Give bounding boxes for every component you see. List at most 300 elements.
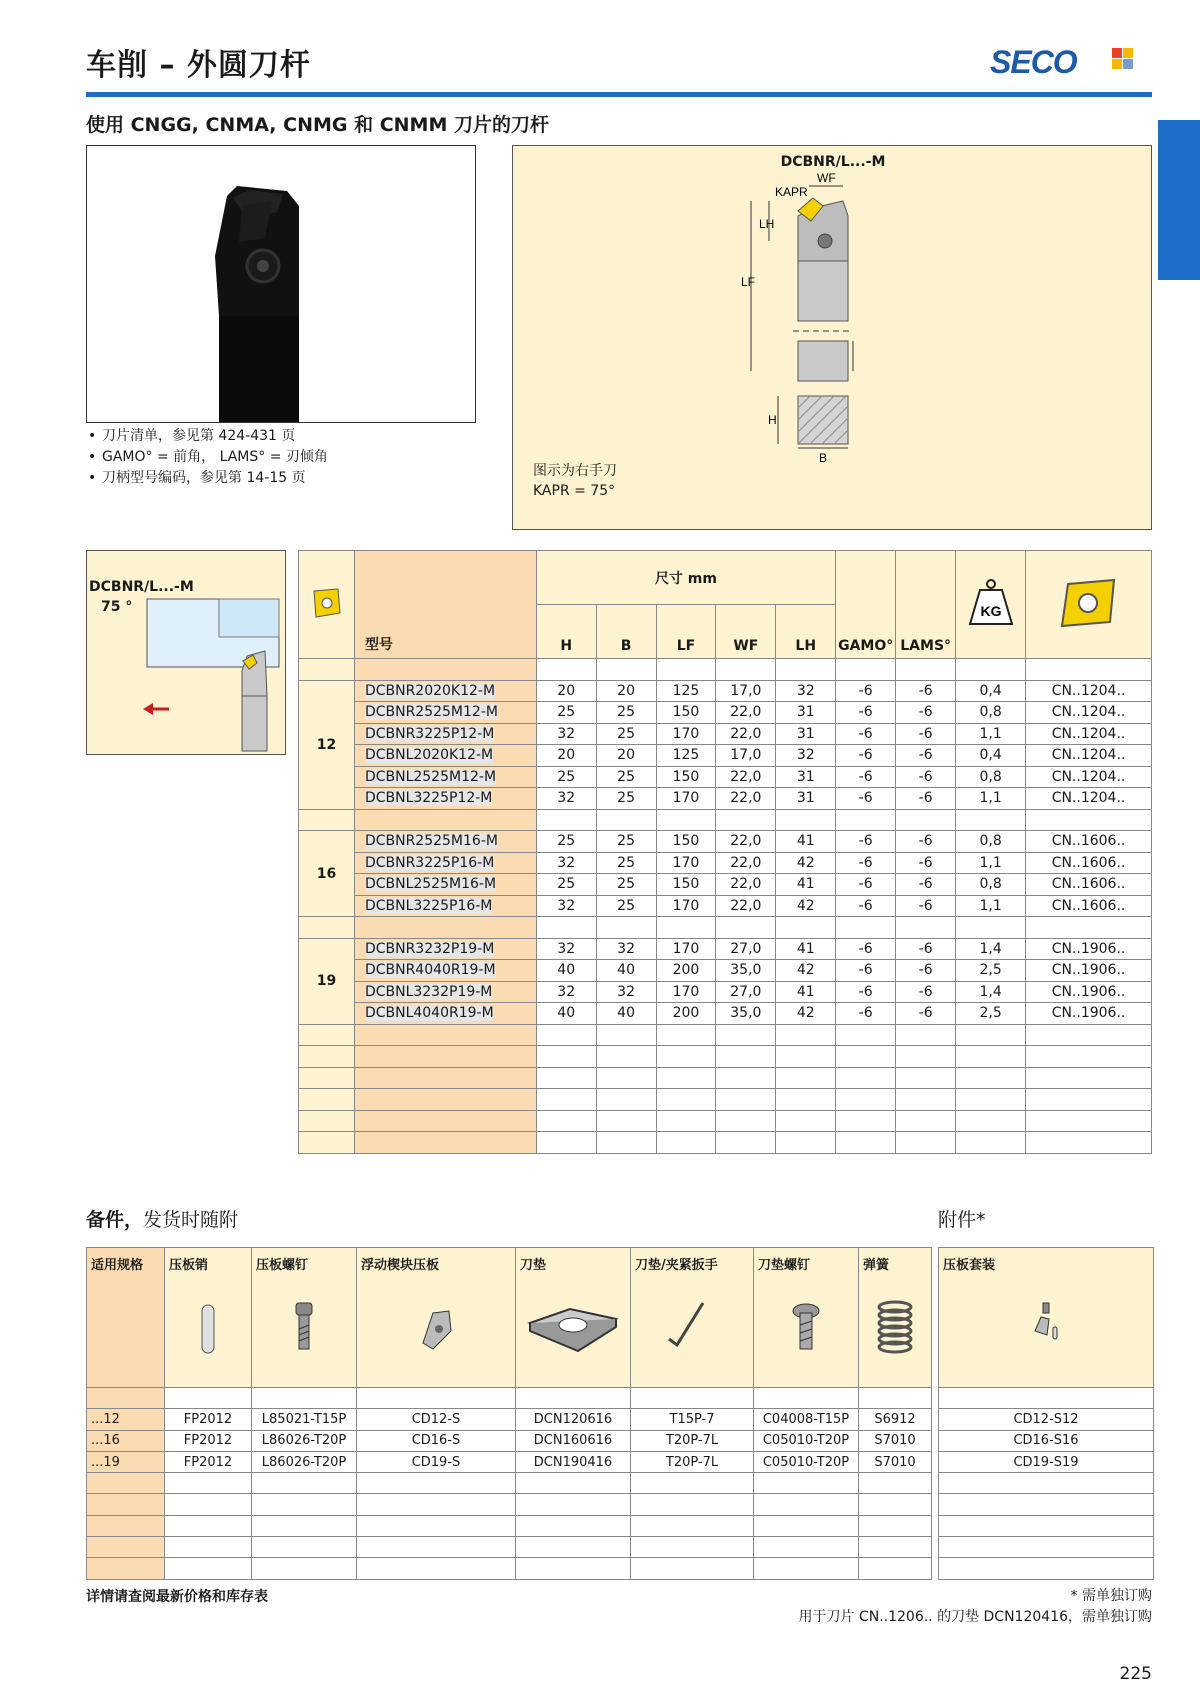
- lh-cell: 31: [776, 788, 836, 810]
- kg-label: KG: [980, 602, 1002, 619]
- spacer-row: [939, 1515, 1154, 1536]
- empty-cell: [956, 1067, 1026, 1089]
- empty-cell: [956, 1089, 1026, 1111]
- table-header-row: [299, 551, 1152, 605]
- lams-cell: -6: [896, 723, 956, 745]
- empty-cell: [87, 1494, 165, 1515]
- empty-cell: [165, 1537, 252, 1558]
- empty-cell: [299, 1067, 355, 1089]
- gamo-cell: -6: [836, 938, 896, 960]
- empty-cell: [716, 1110, 776, 1132]
- logo-square-grey: [1123, 59, 1133, 69]
- empty-cell: [354, 1046, 536, 1068]
- empty-cell: [776, 1067, 836, 1089]
- model-text: DCBNR3225P12-M: [364, 725, 495, 742]
- footer-right-line2: 用于刀片 CN..1206.. 的刀垫 DCN120416，需单独订购: [798, 1609, 1152, 1625]
- kg-cell: 0,8: [956, 831, 1026, 853]
- gamo-cell: -6: [836, 680, 896, 702]
- empty-cell: [836, 1132, 896, 1154]
- empty-cell: [656, 659, 716, 681]
- empty-cell: [357, 1494, 516, 1515]
- h-cell: 32: [536, 938, 596, 960]
- parts-col-shim-screw-label: 刀垫螺钉: [758, 1258, 811, 1273]
- accessories-table-body: [939, 1388, 1154, 1580]
- empty-cell: [357, 1558, 516, 1579]
- dimension-header: 尺寸 mm: [536, 551, 835, 605]
- empty-cell: [87, 1388, 165, 1409]
- h-cell: 40: [536, 960, 596, 982]
- empty-cell: [299, 1046, 355, 1068]
- table-row: [299, 723, 1152, 745]
- part-number-cell: DCN120616: [516, 1409, 631, 1430]
- kg-cell: 1,4: [956, 938, 1026, 960]
- model-cell: [354, 852, 536, 874]
- lams-cell: -6: [896, 960, 956, 982]
- empty-cell: [536, 1024, 596, 1046]
- small-diagram-angle: 75 °: [101, 599, 133, 615]
- empty-cell: [536, 809, 596, 831]
- empty-cell: [754, 1388, 859, 1409]
- b-cell: 25: [596, 874, 656, 896]
- subtitle: 使用 CNGG, CNMA, CNMG 和 CNMM 刀片的刀杆: [86, 114, 549, 136]
- empty-cell: [165, 1558, 252, 1579]
- b-cell: 25: [596, 723, 656, 745]
- insert-cell: CN..1906..: [1026, 938, 1152, 960]
- wedge-clamp-icon: [361, 1273, 511, 1363]
- model-text: DCBNR2525M12-M: [364, 704, 498, 721]
- acc-row: [939, 1430, 1154, 1451]
- toolholder-photo: [86, 145, 476, 423]
- logo-square-yellow2: [1112, 59, 1122, 69]
- h-cell: 20: [536, 745, 596, 767]
- gamo-header: GAMO°: [836, 551, 896, 659]
- parts-col-key: [631, 1248, 754, 1388]
- empty-cell: [896, 809, 956, 831]
- spacer-row: [299, 917, 1152, 939]
- empty-cell: [656, 1024, 716, 1046]
- part-number-cell: CD16-S: [357, 1430, 516, 1451]
- lh-cell: 32: [776, 680, 836, 702]
- acc-row: [939, 1451, 1154, 1472]
- empty-cell: [516, 1388, 631, 1409]
- lf-cell: 170: [656, 938, 716, 960]
- insert-shape-icon: [308, 585, 344, 621]
- empty-cell: [252, 1494, 357, 1515]
- acc-part-cell: CD16-S16: [939, 1430, 1154, 1451]
- empty-cell: [516, 1515, 631, 1536]
- model-text: DCBNR2525M16-M: [364, 833, 498, 850]
- empty-cell: [896, 1024, 956, 1046]
- spacer-row: [87, 1537, 932, 1558]
- model-cell: [354, 788, 536, 810]
- empty-cell: [165, 1473, 252, 1494]
- bullet-list: [86, 426, 328, 489]
- insert-shape-header: [299, 551, 355, 659]
- empty-cell: [656, 1110, 716, 1132]
- kapr-label: KAPR: [775, 185, 808, 199]
- empty-cell: [252, 1515, 357, 1536]
- part-number-cell: T20P-7L: [631, 1430, 754, 1451]
- empty-cell: [896, 1067, 956, 1089]
- table-row: [299, 874, 1152, 896]
- spacer-row: [87, 1558, 932, 1579]
- empty-cell: [939, 1473, 1154, 1494]
- empty-cell: [776, 917, 836, 939]
- parts-col-shim-label: 刀垫: [520, 1258, 547, 1273]
- lf-cell: 125: [656, 680, 716, 702]
- empty-cell: [956, 1024, 1026, 1046]
- wf-cell: 35,0: [716, 960, 776, 982]
- insert-cell: CN..1204..: [1026, 702, 1152, 724]
- empty-cell: [596, 1089, 656, 1111]
- parts-col-shim-screw: [754, 1248, 859, 1388]
- wf-cell: 17,0: [716, 745, 776, 767]
- empty-cell: [836, 809, 896, 831]
- empty-cell: [896, 917, 956, 939]
- b-header: B: [596, 605, 656, 659]
- table-row: [299, 895, 1152, 917]
- empty-cell: [896, 1046, 956, 1068]
- empty-cell: [631, 1558, 754, 1579]
- insert-cell: CN..1906..: [1026, 1003, 1152, 1025]
- insert-header: [1026, 551, 1152, 659]
- empty-cell: [87, 1473, 165, 1494]
- model-cell: [354, 981, 536, 1003]
- empty-cell: [956, 1132, 1026, 1154]
- lams-cell: -6: [896, 831, 956, 853]
- part-number-cell: L86026-T20P: [252, 1430, 357, 1451]
- lams-cell: -6: [896, 745, 956, 767]
- empty-cell: [859, 1473, 932, 1494]
- h-cell: 25: [536, 874, 596, 896]
- empty-cell: [631, 1515, 754, 1536]
- insert-cell: CN..1606..: [1026, 874, 1152, 896]
- lf-cell: 170: [656, 723, 716, 745]
- empty-cell: [536, 1132, 596, 1154]
- empty-cell: [716, 809, 776, 831]
- spacer-row: [299, 1046, 1152, 1068]
- parts-col-clamp-screw: [252, 1248, 357, 1388]
- small-diagram-title: DCBNR/L...-M: [89, 579, 194, 595]
- lf-cell: 170: [656, 895, 716, 917]
- empty-cell: [716, 1046, 776, 1068]
- dimension-diagram: [512, 145, 1152, 530]
- part-number-cell: FP2012: [165, 1451, 252, 1472]
- kg-cell: 0,8: [956, 702, 1026, 724]
- spacer-row: [299, 1132, 1152, 1154]
- insert-cell: CN..1204..: [1026, 766, 1152, 788]
- lams-cell: -6: [896, 680, 956, 702]
- model-cell: [354, 960, 536, 982]
- h-cell: 32: [536, 895, 596, 917]
- accessories-title: 附件*: [938, 1209, 986, 1231]
- table-row: [299, 745, 1152, 767]
- parts-col-clamp-screw-label: 压板螺钉: [256, 1258, 309, 1273]
- empty-cell: [716, 1089, 776, 1111]
- empty-cell: [354, 1089, 536, 1111]
- parts-col-spring-label: 弹簧: [863, 1258, 890, 1273]
- lf-cell: 125: [656, 745, 716, 767]
- kg-cell: 1,1: [956, 723, 1026, 745]
- part-number-cell: CD12-S: [357, 1409, 516, 1430]
- model-text: DCBNL3225P12-M: [364, 790, 493, 807]
- lh-cell: 41: [776, 938, 836, 960]
- spacer-row: [299, 1089, 1152, 1111]
- lf-cell: 150: [656, 874, 716, 896]
- empty-cell: [776, 1024, 836, 1046]
- seco-logo: [990, 44, 1150, 80]
- parts-table: [86, 1247, 932, 1580]
- empty-cell: [1026, 1024, 1152, 1046]
- parts-table-body: [87, 1388, 932, 1580]
- model-cell: [354, 938, 536, 960]
- empty-cell: [956, 1046, 1026, 1068]
- header-rule: [86, 92, 1152, 97]
- insert-cell: CN..1204..: [1026, 680, 1152, 702]
- wf-header: WF: [716, 605, 776, 659]
- model-cell: [354, 895, 536, 917]
- empty-cell: [836, 1067, 896, 1089]
- empty-cell: [656, 1132, 716, 1154]
- model-text: DCBNR4040R19-M: [364, 962, 496, 979]
- orientation-diagram: [86, 550, 286, 755]
- empty-cell: [754, 1537, 859, 1558]
- h-cell: 32: [536, 723, 596, 745]
- empty-cell: [354, 1110, 536, 1132]
- b-cell: 40: [596, 1003, 656, 1025]
- lf-cell: 200: [656, 1003, 716, 1025]
- wf-cell: 22,0: [716, 895, 776, 917]
- empty-cell: [859, 1558, 932, 1579]
- empty-cell: [896, 659, 956, 681]
- part-number-cell: DCN160616: [516, 1430, 631, 1451]
- insert-cell: CN..1204..: [1026, 788, 1152, 810]
- empty-cell: [836, 1110, 896, 1132]
- h-cell: 25: [536, 831, 596, 853]
- wf-cell: 22,0: [716, 766, 776, 788]
- h-cell: 25: [536, 702, 596, 724]
- empty-cell: [299, 917, 355, 939]
- model-cell: [354, 1003, 536, 1025]
- empty-cell: [596, 1132, 656, 1154]
- empty-cell: [1026, 1089, 1152, 1111]
- empty-cell: [299, 1024, 355, 1046]
- kg-cell: 1,1: [956, 895, 1026, 917]
- empty-cell: [939, 1537, 1154, 1558]
- spacer-row: [87, 1494, 932, 1515]
- lams-cell: -6: [896, 852, 956, 874]
- kg-cell: 2,5: [956, 960, 1026, 982]
- empty-cell: [354, 917, 536, 939]
- spacer-row: [299, 1024, 1152, 1046]
- empty-cell: [516, 1537, 631, 1558]
- empty-cell: [165, 1494, 252, 1515]
- empty-cell: [299, 1110, 355, 1132]
- part-number-cell: DCN190416: [516, 1451, 631, 1472]
- model-cell: [354, 723, 536, 745]
- parts-col-spring: [859, 1248, 932, 1388]
- wf-label: WF: [817, 171, 836, 185]
- kg-cell: 1,1: [956, 788, 1026, 810]
- parts-col-size: 适用规格: [87, 1248, 165, 1388]
- empty-cell: [354, 659, 536, 681]
- spacer-row: [939, 1537, 1154, 1558]
- lh-header: LH: [776, 605, 836, 659]
- clamp-screw-icon: [256, 1273, 352, 1363]
- empty-cell: [656, 1046, 716, 1068]
- empty-cell: [896, 1132, 956, 1154]
- empty-cell: [836, 917, 896, 939]
- empty-cell: [656, 917, 716, 939]
- model-cell: [354, 680, 536, 702]
- spring-icon: [863, 1273, 927, 1363]
- parts-title-bold: 备件，: [86, 1209, 144, 1231]
- shim-icon: [520, 1273, 626, 1363]
- table-row: [299, 960, 1152, 982]
- empty-cell: [536, 917, 596, 939]
- parts-col-wedge-clamp: [357, 1248, 516, 1388]
- h-header: H: [536, 605, 596, 659]
- kg-cell: 0,4: [956, 680, 1026, 702]
- empty-cell: [656, 1067, 716, 1089]
- empty-cell: [596, 917, 656, 939]
- part-number-cell: S7010: [859, 1430, 932, 1451]
- empty-cell: [252, 1388, 357, 1409]
- lf-cell: 170: [656, 981, 716, 1003]
- parts-title-rest: 发货时随附: [143, 1209, 239, 1231]
- empty-cell: [357, 1515, 516, 1536]
- empty-cell: [1026, 659, 1152, 681]
- model-cell: [354, 831, 536, 853]
- kg-cell: 1,1: [956, 852, 1026, 874]
- parts-row: [87, 1430, 932, 1451]
- model-text: DCBNL2020K12-M: [364, 747, 494, 764]
- kg-cell: 0,8: [956, 874, 1026, 896]
- model-header: 型号: [354, 551, 536, 659]
- parts-col-pin-label: 压板销: [169, 1258, 209, 1273]
- table-row: [299, 680, 1152, 702]
- model-text: DCBNL2525M12-M: [364, 768, 497, 785]
- lh-cell: 42: [776, 895, 836, 917]
- h-label: H: [768, 413, 777, 427]
- insert-icon: [1054, 576, 1124, 630]
- empty-cell: [859, 1388, 932, 1409]
- b-cell: 32: [596, 981, 656, 1003]
- spacer-row: [87, 1515, 932, 1536]
- empty-cell: [87, 1558, 165, 1579]
- empty-cell: [631, 1537, 754, 1558]
- insert-cell: CN..1204..: [1026, 723, 1152, 745]
- empty-cell: [956, 917, 1026, 939]
- empty-cell: [1026, 1132, 1152, 1154]
- part-number-cell: C04008-T15P: [754, 1409, 859, 1430]
- table-row: [299, 702, 1152, 724]
- gamo-cell: -6: [836, 702, 896, 724]
- empty-cell: [754, 1494, 859, 1515]
- diagram-title: DCBNR/L...-M: [780, 154, 886, 170]
- part-number-cell: S7010: [859, 1451, 932, 1472]
- lams-cell: -6: [896, 766, 956, 788]
- empty-cell: [754, 1515, 859, 1536]
- footer-right-line1: * 需单独订购: [1070, 1588, 1152, 1604]
- gamo-cell: -6: [836, 831, 896, 853]
- acc-col-clamp-set: [939, 1248, 1154, 1388]
- lf-cell: 170: [656, 852, 716, 874]
- holder-table-body: [299, 659, 1152, 1154]
- spacer-row: [87, 1388, 932, 1409]
- model-cell: [354, 874, 536, 896]
- parts-col-pin: [165, 1248, 252, 1388]
- insert-size-cell: 19: [299, 938, 355, 1024]
- wf-cell: 22,0: [716, 788, 776, 810]
- empty-cell: [859, 1537, 932, 1558]
- empty-cell: [859, 1515, 932, 1536]
- empty-cell: [956, 1110, 1026, 1132]
- h-cell: 40: [536, 1003, 596, 1025]
- lh-cell: 42: [776, 960, 836, 982]
- b-cell: 25: [596, 766, 656, 788]
- empty-cell: [776, 659, 836, 681]
- page-title: 车削 – 外圆刀杆: [86, 48, 311, 83]
- acc-part-cell: CD19-S19: [939, 1451, 1154, 1472]
- wf-cell: 17,0: [716, 680, 776, 702]
- clamp-pin-icon: [169, 1273, 247, 1363]
- empty-cell: [896, 1089, 956, 1111]
- kg-cell: 2,5: [956, 1003, 1026, 1025]
- h-cell: 20: [536, 680, 596, 702]
- shim-screw-icon: [758, 1273, 854, 1363]
- empty-cell: [716, 917, 776, 939]
- empty-cell: [596, 659, 656, 681]
- footer-right-notes: [799, 1586, 1153, 1628]
- acc-header-row: [939, 1248, 1154, 1388]
- parts-col-wedge-clamp-label: 浮动楔块压板: [361, 1258, 440, 1273]
- spacer-row: [939, 1558, 1154, 1579]
- empty-cell: [354, 1067, 536, 1089]
- empty-cell: [836, 1024, 896, 1046]
- empty-cell: [1026, 809, 1152, 831]
- kg-cell: 0,8: [956, 766, 1026, 788]
- gamo-cell: -6: [836, 1003, 896, 1025]
- empty-cell: [754, 1558, 859, 1579]
- lams-cell: -6: [896, 895, 956, 917]
- empty-cell: [776, 1089, 836, 1111]
- lh-label: LH: [759, 217, 775, 231]
- model-text: DCBNL3225P16-M: [364, 897, 493, 914]
- toolholder-photo-image: [87, 146, 475, 422]
- table-row: [299, 981, 1152, 1003]
- model-cell: [354, 745, 536, 767]
- spacer-row: [299, 1110, 1152, 1132]
- part-number-cell: T15P-7: [631, 1409, 754, 1430]
- empty-cell: [596, 1067, 656, 1089]
- model-text: DCBNR2020K12-M: [364, 682, 496, 699]
- lh-cell: 31: [776, 702, 836, 724]
- empty-cell: [87, 1515, 165, 1536]
- lf-cell: 170: [656, 788, 716, 810]
- wf-cell: 27,0: [716, 938, 776, 960]
- kg-cell: 1,4: [956, 981, 1026, 1003]
- empty-cell: [357, 1388, 516, 1409]
- footer-note: 详情请查阅最新价格和库存表: [86, 1589, 268, 1605]
- empty-cell: [165, 1515, 252, 1536]
- lf-cell: 200: [656, 960, 716, 982]
- h-cell: 32: [536, 852, 596, 874]
- table-row: [299, 938, 1152, 960]
- hex-key-icon: [635, 1273, 749, 1363]
- model-text: DCBNL3232P19-M: [364, 983, 493, 1000]
- gamo-cell: -6: [836, 788, 896, 810]
